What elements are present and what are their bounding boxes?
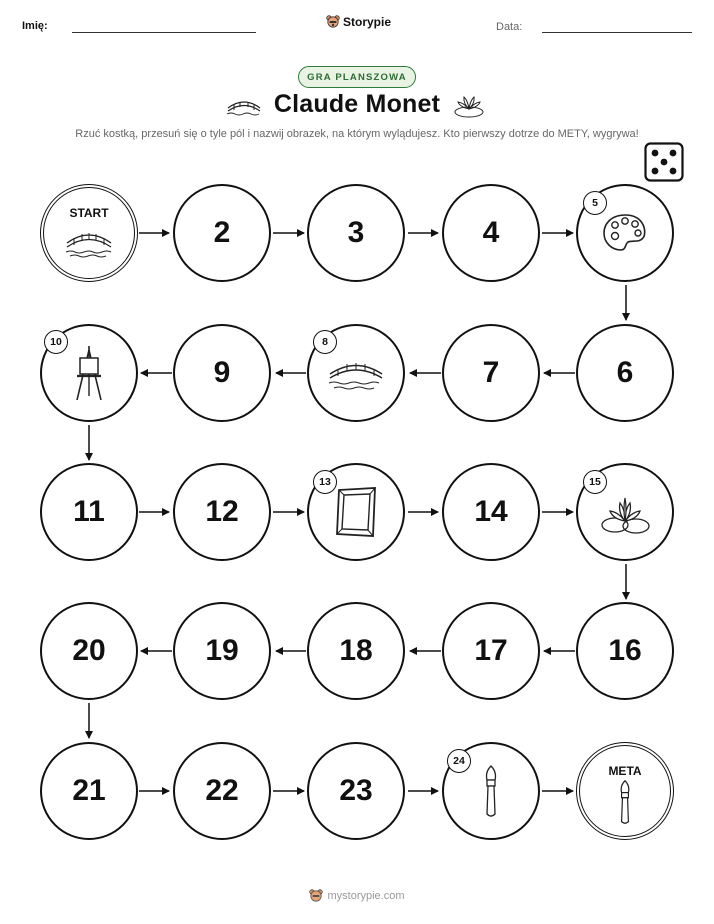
easel-icon	[71, 344, 107, 402]
cell-number: 12	[205, 495, 239, 528]
board-cell-12[interactable]	[173, 463, 271, 561]
name-label: Imię:	[22, 20, 48, 32]
board-cell-23[interactable]	[307, 742, 405, 840]
meta-label: META	[608, 764, 642, 778]
board-cell-9[interactable]	[173, 324, 271, 422]
board-cell-11[interactable]	[40, 463, 138, 561]
footer-site[interactable]: mystorypie.com	[327, 890, 405, 902]
board-cell-18[interactable]	[307, 602, 405, 700]
board-cell-6[interactable]	[576, 324, 674, 422]
start-label: START	[69, 206, 109, 220]
footer	[0, 888, 714, 904]
cell-badge: 10	[44, 330, 68, 354]
board-cell-19[interactable]	[173, 602, 271, 700]
board-cell-14[interactable]	[442, 463, 540, 561]
board-cell-16[interactable]	[576, 602, 674, 700]
paintbrush-icon	[483, 764, 499, 818]
cell-number: 14	[474, 495, 508, 528]
palette-icon	[601, 212, 649, 254]
board-cell-start[interactable]	[40, 184, 138, 282]
bear-icon	[309, 888, 323, 904]
cell-number: 11	[73, 495, 105, 528]
bridge-icon	[327, 355, 385, 391]
cell-number: 3	[347, 216, 365, 249]
cell-number: 4	[482, 216, 500, 249]
cell-number: 19	[205, 634, 239, 667]
picture-frame-icon	[333, 486, 379, 538]
board-cell-3[interactable]	[307, 184, 405, 282]
cell-number: 6	[616, 356, 634, 389]
board-cell-17[interactable]	[442, 602, 540, 700]
cell-number: 22	[205, 774, 239, 807]
cell-number: 16	[608, 634, 642, 667]
board-cell-7[interactable]	[442, 324, 540, 422]
cell-number: 2	[213, 216, 231, 249]
cell-number: 21	[72, 774, 106, 807]
instructions: Rzuć kostką, przesuń się o tyle pól i nazwij obrazek, na którym wylądujesz. Kto pierwszy dotrze do METY, wygrywa!	[75, 128, 639, 140]
board-cell-22[interactable]	[173, 742, 271, 840]
cell-number: 23	[339, 774, 373, 807]
board-cell-2[interactable]	[173, 184, 271, 282]
cell-badge: 24	[447, 749, 471, 773]
water-lily-icon	[599, 495, 651, 537]
logo-text: Storypie	[343, 15, 392, 29]
bridge-icon	[64, 225, 114, 259]
cell-number: 18	[339, 634, 373, 667]
date-label: Data:	[496, 21, 523, 33]
board-cell-20[interactable]	[40, 602, 138, 700]
board-cell-21[interactable]	[40, 742, 138, 840]
cell-badge: 5	[583, 191, 607, 215]
board-cell-meta[interactable]	[576, 742, 674, 840]
cell-badge: 13	[313, 470, 337, 494]
board-cell-4[interactable]	[442, 184, 540, 282]
cell-number: 17	[474, 634, 508, 667]
cell-number: 9	[213, 356, 231, 389]
cell-badge: 15	[583, 470, 607, 494]
cell-badge: 8	[313, 330, 337, 354]
cell-number: 7	[482, 356, 500, 389]
cell-number: 20	[72, 634, 106, 667]
page-title: Claude Monet	[273, 90, 441, 118]
game-type-badge: GRA PLANSZOWA	[298, 66, 416, 88]
paintbrush-icon	[618, 779, 632, 825]
